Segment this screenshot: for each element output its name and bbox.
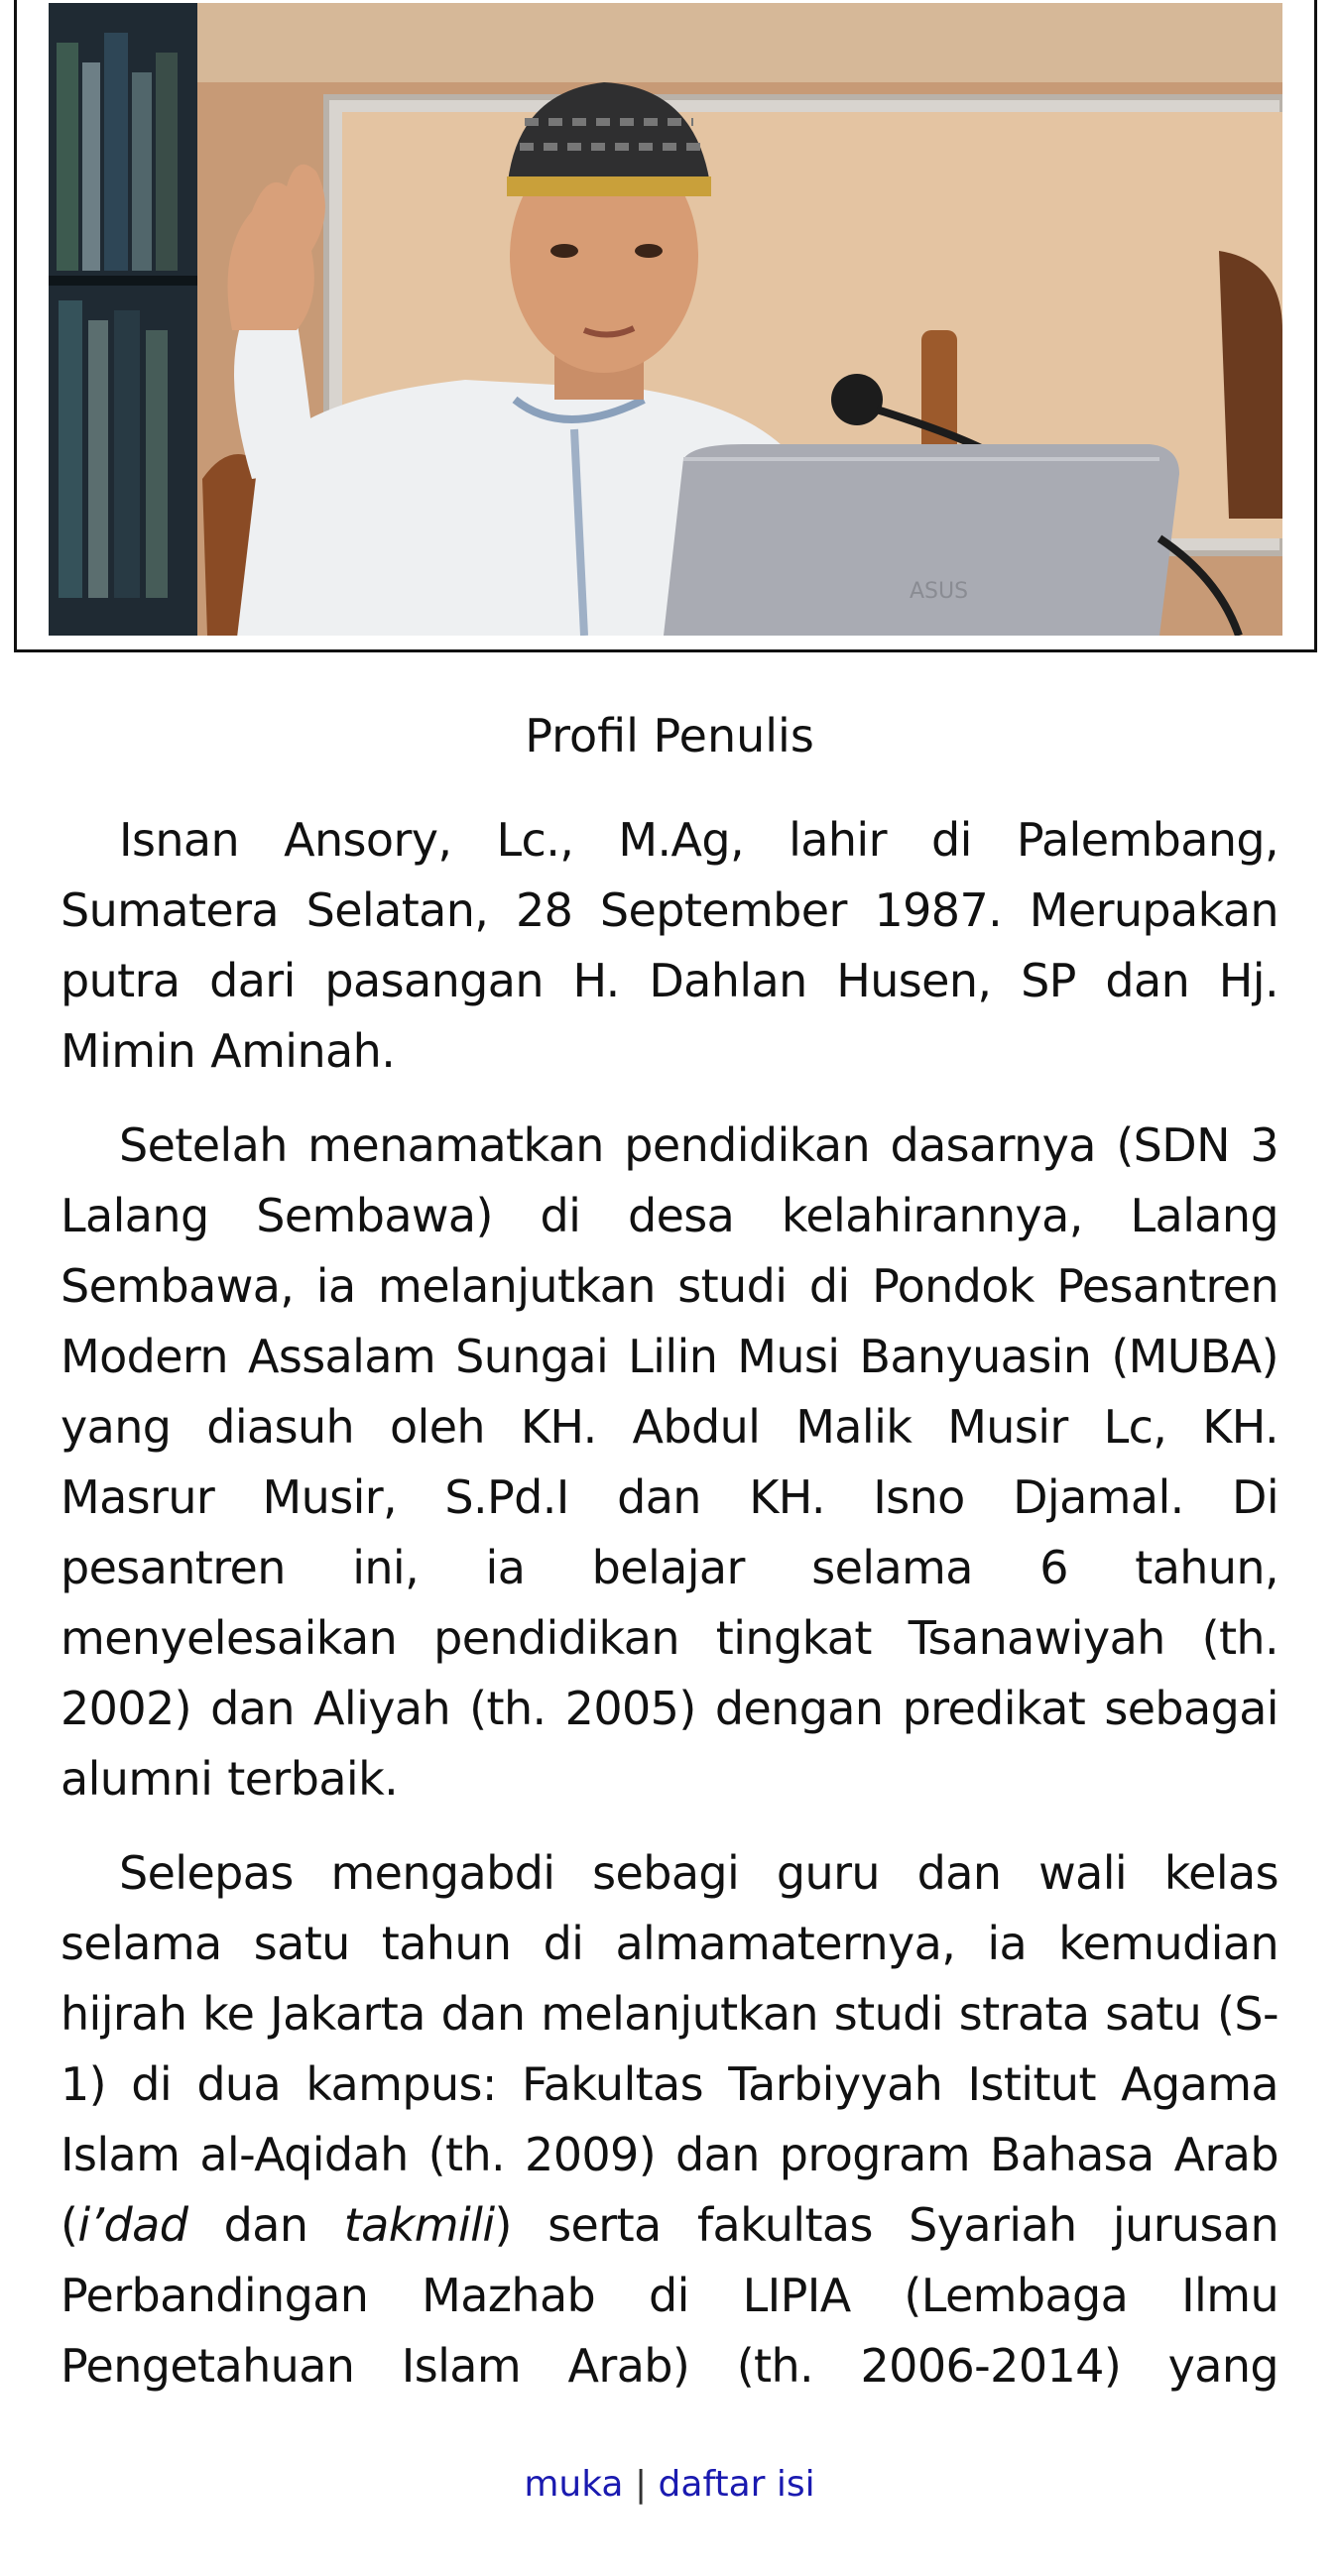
paragraph-text-before: Selepas mengabdi sebagi guru dan wali kelas selama satu tahun di almamaternya, ia kemudian hijrah ke Jakarta dan melanjutkan studi strata satu (S-1) di dua kampus: Fakultas Tarbiyyah Istitut Agama Islam al-Aqidah (th. 2009) dan program Bahasa Arab ( xyxy=(61,1846,1278,2252)
page-navigation xyxy=(0,2462,1339,2508)
paragraph-education: Setelah menamatkan pendidikan dasarnya (SDN 3 Lalang Sembawa) di desa kelahirannya, Lalang Sembawa, ia melanjutkan studi di Pondok Pesantren Modern Assalam Sungai Lilin Musi Banyuasin (MUBA) yang diasuh oleh KH. Abdul Malik Musir Lc, KH. Masrur Musir, S.Pd.I dan KH. Isno Djamal. Di pesantren ini, ia belajar selama 6 tahun, menyelesaikan pendidikan tingkat Tsanawiyah (th. 2002) dan Aliyah (th. 2005) dengan predikat sebagai alumni terbaik. xyxy=(61,1118,1278,1806)
section-heading: Profil Penulis xyxy=(525,709,814,762)
author-photo-frame xyxy=(14,0,1317,652)
paragraph-higher-education xyxy=(61,1838,1278,2401)
profile-body xyxy=(61,805,1278,2401)
home-link[interactable]: muka xyxy=(524,2464,624,2505)
nav-separator: | xyxy=(634,2464,648,2505)
italic-term-takmili: takmili xyxy=(343,2198,495,2252)
table-of-contents-link[interactable]: daftar isi xyxy=(658,2464,815,2505)
italic-term-idad: i’dad xyxy=(77,2198,188,2252)
paragraph-birth: Isnan Ansory, Lc., M.Ag, lahir di Palembang, Sumatera Selatan, 28 September 1987. Merupakan putra dari pasangan H. Dahlan Husen, SP dan Hj. Mimin Aminah. xyxy=(61,813,1278,1078)
laptop-brand-text: ASUS xyxy=(910,579,969,604)
author-photo-illustration xyxy=(49,3,1282,636)
paragraph-text-after: ) serta fakultas Syariah jurusan Perbandingan Mazhab di LIPIA (Lembaga Ilmu Pengetahuan Islam Arab) (th. 2006-2014) yang xyxy=(61,2198,1278,2393)
paragraph-text-mid: dan xyxy=(187,2198,344,2252)
author-photo xyxy=(49,3,1282,636)
